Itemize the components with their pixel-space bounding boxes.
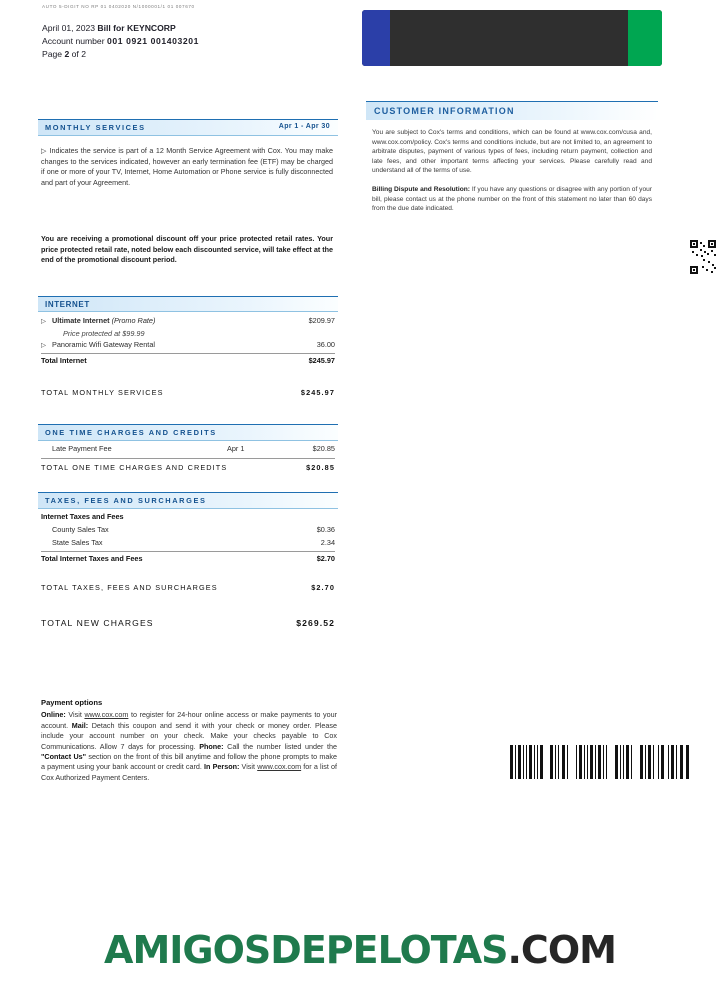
- subtotal-taxes-label: Total Internet Taxes and Fees: [41, 554, 143, 563]
- line-item-name: State Sales Tax: [52, 537, 103, 547]
- promotional-discount-note: You are receiving a promotional discount off your price protected retail rates. Your price protected retail rate, noted below each discounted service, will take effect at the end of the promotional discount period.: [41, 234, 333, 265]
- internet-heading: INTERNET: [45, 300, 90, 309]
- payment-inperson-post: for a list of Cox Authorized Payment Centers.: [41, 762, 337, 782]
- total-internet-label: Total Internet: [41, 356, 87, 365]
- grand-total-amount: $269.52: [296, 618, 335, 628]
- service-agreement-note: ▷ Indicates the service is part of a 12 Month Service Agreement with Cox. You may make changes to the services indicated, however an early termination fee (ETF) may be charged if one or more of your TV, Internet, Home Automation or Phone service is fully disconnected and part of your Agreement.: [41, 146, 333, 187]
- section-header-taxes: [38, 492, 338, 509]
- line-item: [41, 316, 335, 329]
- line-item-amount: $0.36: [316, 525, 335, 534]
- watermark-primary: AMIGOSDEPELOTAS: [104, 928, 508, 972]
- brand-banner: [362, 10, 662, 66]
- total-internet-amount: $245.97: [308, 356, 335, 365]
- total-taxes-section: [41, 583, 335, 598]
- billing-dispute-paragraph: [372, 185, 652, 214]
- line-item-name: County Sales Tax: [52, 525, 109, 534]
- total-monthly-label: TOTAL MONTHLY SERVICES: [41, 388, 164, 397]
- grand-total-row: [41, 618, 335, 634]
- page-label: Page: [42, 49, 63, 59]
- payment-phone-pre: Call the number listed under the: [223, 741, 337, 751]
- agreement-marker-icon: ▷: [41, 318, 47, 325]
- monthly-services-date-range: Apr 1 - Apr 30: [278, 123, 330, 130]
- section-header-one-time-charges: [38, 424, 338, 441]
- payment-online-post: to register for 24-hour online access or make payments to your account.: [41, 710, 337, 730]
- cox-website-link-2[interactable]: www.cox.com: [257, 762, 302, 772]
- line-item: [41, 525, 335, 538]
- taxes-line-items: [41, 512, 335, 569]
- line-item: [41, 444, 335, 457]
- payment-phone-label: Phone:: [199, 741, 224, 751]
- bill-for-label: Bill for: [97, 23, 125, 33]
- total-one-time-row: [41, 459, 335, 479]
- price-protected-note: Price protected at $99.99: [63, 328, 145, 338]
- grand-total-section: [41, 618, 335, 634]
- customer-information-header: [366, 101, 658, 120]
- section-header-monthly-services: [38, 119, 338, 136]
- total-monthly-services: [41, 388, 335, 402]
- subtotal-taxes-amount: $2.70: [316, 554, 335, 563]
- line-item-qualifier: (Promo Rate): [111, 316, 156, 325]
- billing-dispute-label: Billing Dispute and Resolution:: [372, 185, 470, 193]
- line-item-amount: 36.00: [316, 339, 335, 349]
- account-header: [42, 22, 342, 61]
- watermark: [0, 928, 720, 972]
- line-item-amount: $209.97: [308, 316, 335, 325]
- internet-taxes-subheading: Internet Taxes and Fees: [41, 512, 124, 521]
- billing-dispute-text: If you have any questions or disagree with any portion of your bill, please contact us at the phone number on the front of this statement no later than 60 days from the due date indicated.: [372, 185, 653, 213]
- mailing-microline: AUTO 5-DIGIT NO RP 01 0402020 N/1000001/1 01 007670: [42, 4, 195, 9]
- total-taxes-label: TOTAL TAXES, FEES AND SURCHARGES: [41, 583, 218, 592]
- payment-options-title: Payment options: [41, 698, 103, 707]
- total-internet-row: [41, 354, 335, 370]
- internet-line-items: [41, 316, 335, 370]
- qr-code: [690, 240, 716, 274]
- line-item: [41, 340, 335, 353]
- line-item-name: Late Payment Fee: [52, 444, 112, 453]
- payment-mail-text: Detach this coupon and send it with your check or money order. Please include your account number on your check. Make your checks payable to Cox Communications. Allow 7 days for processing.: [41, 720, 338, 751]
- total-taxes-amount: $2.70: [311, 583, 335, 592]
- account-number-value: 001 0921 001403201: [106, 36, 200, 46]
- bill-date: April 01, 2023: [42, 23, 96, 33]
- subtotal-taxes-row: [41, 552, 335, 569]
- grand-total-label: TOTAL NEW CHARGES: [41, 618, 154, 628]
- total-monthly-amount: $245.97: [300, 388, 335, 397]
- total-monthly-row: [41, 388, 335, 402]
- line-item-name: Ultimate Internet: [52, 316, 110, 325]
- page-value: 2: [64, 49, 70, 59]
- page-of: of 2: [71, 49, 86, 59]
- payment-mail-label: Mail:: [71, 720, 89, 730]
- one-time-line-items: [41, 444, 335, 479]
- total-taxes-row: [41, 583, 335, 598]
- section-header-internet: [38, 296, 338, 312]
- total-one-time-amount: $20.85: [306, 462, 335, 472]
- account-number-row: [42, 35, 342, 48]
- line-item-label: [41, 316, 155, 325]
- customer-information-heading: CUSTOMER INFORMATION: [374, 106, 515, 116]
- bill-for-name: KEYNCORP: [127, 23, 176, 33]
- watermark-suffix: .COM: [507, 928, 616, 972]
- agreement-marker-icon: ▷: [41, 341, 47, 349]
- taxes-heading: TAXES, FEES AND SURCHARGES: [45, 496, 207, 505]
- payment-inperson-label: In Person:: [204, 762, 240, 772]
- line-item: [41, 538, 335, 551]
- account-number-label: Account number: [42, 36, 105, 46]
- payment-online-pre: Visit: [65, 710, 85, 720]
- contact-us-reference: "Contact Us": [41, 752, 87, 762]
- customer-terms-paragraph: You are subject to Cox's terms and conditions, which can be found at www.cox.com/cusa and, www.cox.com/policy. Cox's terms and conditions include, but are not limited to, an agreement to arbitrate disputes, payment of various types of fees, including return payment, collection and late fees, and other important terms affecting your services. Please carefully read and understand all of the terms of use.: [372, 129, 652, 175]
- banner-green-block: [628, 10, 662, 66]
- payment-phone-post: section on the front of this bill anytime and follow the phone prompts to make a payment using your bank account or credit card.: [41, 752, 337, 772]
- bill-date-row: [42, 22, 342, 35]
- payment-options: [41, 698, 337, 783]
- line-item-name: Panoramic Wifi Gateway Rental: [52, 339, 156, 349]
- total-one-time-label: TOTAL ONE TIME CHARGES AND CREDITS: [41, 462, 228, 472]
- page-row: [42, 48, 342, 61]
- line-item-note: [41, 329, 335, 340]
- line-item-date: Apr 1: [227, 444, 245, 453]
- line-item-amount: $20.85: [312, 444, 335, 453]
- payment-inperson-pre: Visit: [239, 762, 258, 772]
- banner-blue-block: [362, 10, 390, 66]
- payment-online-label: Online:: [41, 710, 66, 720]
- line-item-amount: 2.34: [320, 537, 335, 547]
- payment-barcode: [510, 745, 690, 779]
- taxes-subheading-row: [41, 512, 335, 525]
- customer-information-body: [372, 128, 652, 223]
- one-time-charges-heading: ONE TIME CHARGES AND CREDITS: [45, 428, 217, 437]
- cox-website-link[interactable]: www.cox.com: [84, 710, 129, 720]
- monthly-services-heading: MONTHLY SERVICES: [45, 123, 146, 132]
